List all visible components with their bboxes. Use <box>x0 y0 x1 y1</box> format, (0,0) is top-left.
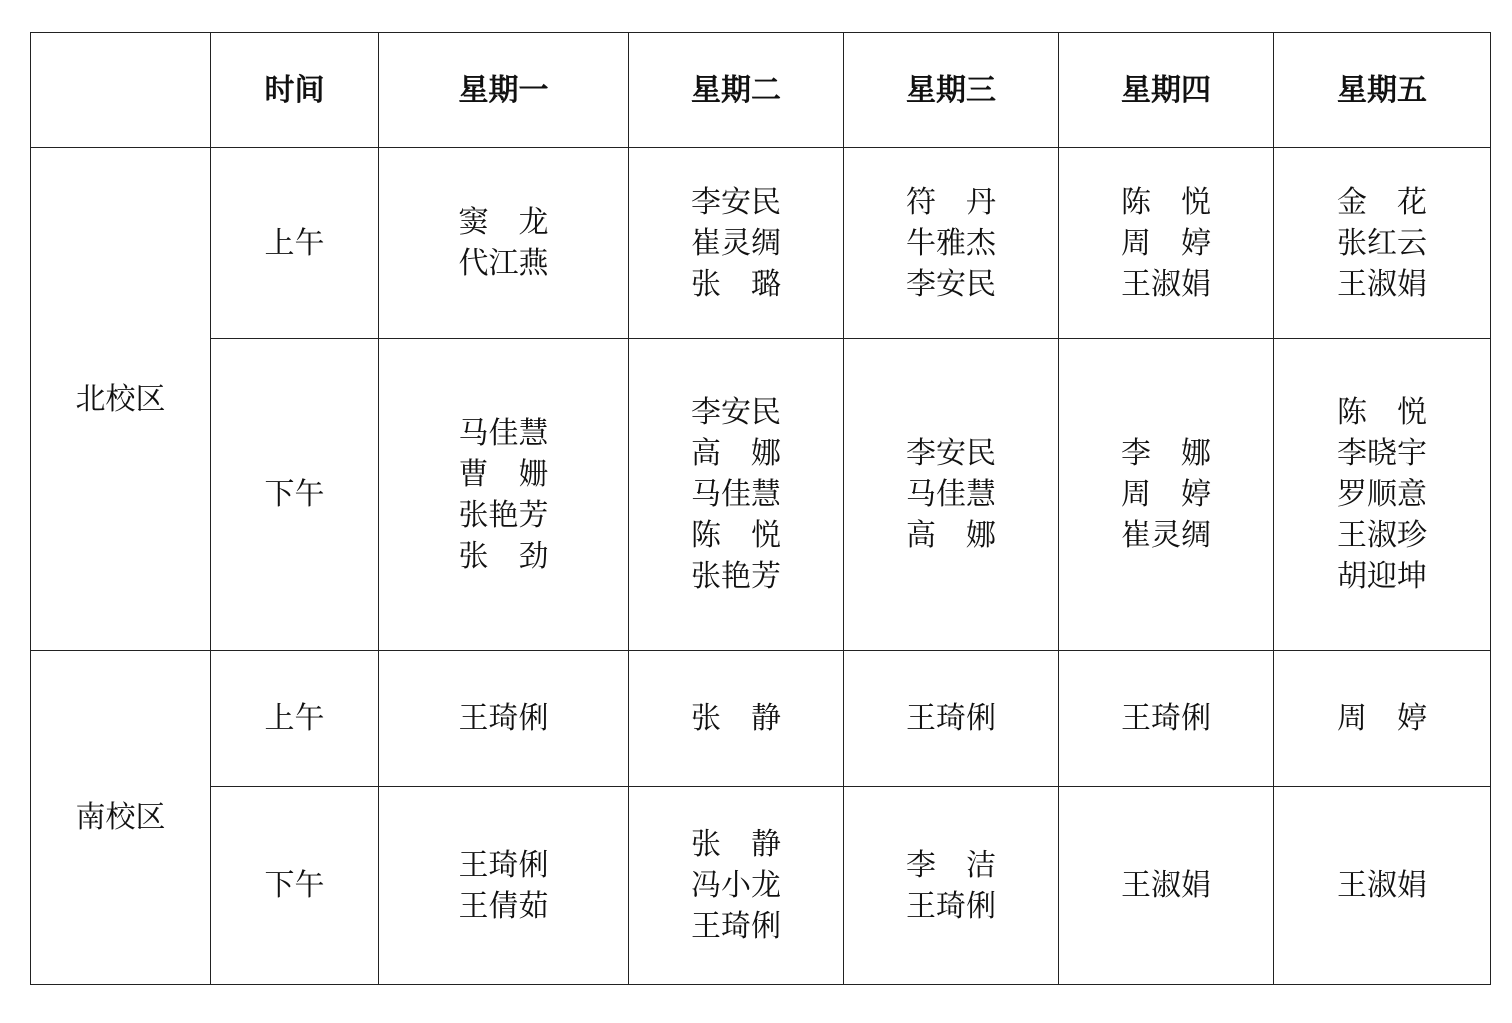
duty-cell <box>629 148 844 339</box>
staff-name: 周 婷 <box>1121 477 1211 512</box>
header-friday: 星期五 <box>1274 33 1491 148</box>
campus-north: 北校区 <box>31 148 211 651</box>
duty-cell <box>1274 339 1491 651</box>
staff-name: 牛雅杰 <box>906 225 996 261</box>
name-list <box>691 824 781 947</box>
staff-name: 符 丹 <box>906 184 996 220</box>
staff-name: 张 璐 <box>691 266 781 302</box>
name-list <box>906 845 996 927</box>
name-list <box>459 413 549 577</box>
header-time: 时间 <box>211 33 379 148</box>
staff-name: 胡迎坤 <box>1337 559 1427 594</box>
duty-cell <box>1059 651 1274 787</box>
header-row <box>31 33 1491 148</box>
name-list <box>1121 865 1211 906</box>
staff-name: 李安民 <box>906 266 996 302</box>
corner-cell <box>31 33 211 148</box>
staff-name: 李安民 <box>691 395 781 430</box>
name-list <box>459 698 549 739</box>
staff-name: 张艳芳 <box>458 497 549 533</box>
staff-name: 张红云 <box>1337 225 1427 261</box>
name-list <box>906 182 996 305</box>
duty-cell <box>379 787 629 985</box>
north-morning-row <box>31 148 1491 339</box>
name-list <box>691 698 781 739</box>
staff-name: 李 娜 <box>1121 436 1211 471</box>
duty-cell <box>844 339 1059 651</box>
staff-name: 陈 悦 <box>1337 395 1427 430</box>
session-label: 下午 <box>211 339 379 651</box>
session-label: 上午 <box>211 148 379 339</box>
name-list <box>1337 698 1427 739</box>
staff-name: 窦 龙 <box>458 205 549 240</box>
staff-name: 高 娜 <box>906 518 996 553</box>
duty-cell <box>1274 148 1491 339</box>
name-list <box>1337 182 1427 305</box>
duty-cell <box>1059 787 1274 985</box>
staff-name: 王琦俐 <box>691 909 781 944</box>
staff-name: 王琦俐 <box>906 701 996 736</box>
staff-name: 张艳芳 <box>691 559 781 594</box>
name-list <box>1337 392 1427 597</box>
staff-name: 李 洁 <box>906 847 996 883</box>
staff-name: 李安民 <box>906 436 996 471</box>
staff-name: 王淑娟 <box>1337 868 1427 903</box>
staff-name: 王淑娟 <box>1121 868 1211 903</box>
staff-name: 王琦俐 <box>458 847 549 883</box>
south-morning-row <box>31 651 1491 787</box>
duty-cell <box>379 148 629 339</box>
staff-name: 李晓宇 <box>1337 436 1427 471</box>
north-afternoon-row <box>31 339 1491 651</box>
duty-cell <box>1059 148 1274 339</box>
name-list <box>1121 433 1211 556</box>
duty-cell <box>1274 787 1491 985</box>
staff-name: 王淑珍 <box>1337 518 1427 553</box>
staff-name: 崔灵绸 <box>1121 518 1211 553</box>
name-list <box>459 202 549 284</box>
name-list <box>1337 865 1427 906</box>
staff-name: 罗顺意 <box>1337 477 1427 512</box>
staff-name: 马佳慧 <box>906 477 996 512</box>
name-list <box>1121 698 1211 739</box>
duty-cell <box>629 787 844 985</box>
name-list <box>459 845 549 927</box>
duty-cell <box>1059 339 1274 651</box>
staff-name: 张 静 <box>691 701 781 736</box>
header-monday: 星期一 <box>379 33 629 148</box>
duty-cell <box>379 339 629 651</box>
staff-name: 马佳慧 <box>458 415 549 451</box>
staff-name: 金 花 <box>1337 184 1427 220</box>
duty-cell <box>844 787 1059 985</box>
staff-name: 王琦俐 <box>458 701 549 736</box>
duty-cell <box>629 339 844 651</box>
staff-name: 周 婷 <box>1337 701 1427 736</box>
duty-cell <box>844 148 1059 339</box>
staff-name: 代江燕 <box>458 246 549 281</box>
name-list <box>691 392 781 597</box>
name-list <box>906 698 996 739</box>
staff-name: 陈 悦 <box>1121 184 1211 220</box>
duty-cell <box>844 651 1059 787</box>
staff-name: 王淑娟 <box>1337 266 1427 302</box>
staff-name: 张 劲 <box>458 538 549 574</box>
staff-name: 李安民 <box>691 184 781 220</box>
session-label: 上午 <box>211 651 379 787</box>
staff-name: 崔灵绸 <box>691 225 781 261</box>
staff-name: 王倩茹 <box>458 888 549 924</box>
header-wednesday: 星期三 <box>844 33 1059 148</box>
staff-name: 周 婷 <box>1121 225 1211 261</box>
south-afternoon-row <box>31 787 1491 985</box>
duty-cell <box>629 651 844 787</box>
staff-name: 王琦俐 <box>1121 701 1211 736</box>
staff-name: 王淑娟 <box>1121 266 1211 302</box>
staff-name: 张 静 <box>691 827 781 862</box>
campus-south: 南校区 <box>31 651 211 985</box>
staff-name: 曹 姗 <box>458 456 549 492</box>
staff-name: 陈 悦 <box>691 518 781 553</box>
staff-name: 高 娜 <box>691 436 781 471</box>
staff-name: 王琦俐 <box>906 888 996 924</box>
header-thursday: 星期四 <box>1059 33 1274 148</box>
header-tuesday: 星期二 <box>629 33 844 148</box>
staff-name: 马佳慧 <box>691 477 781 512</box>
name-list <box>1121 182 1211 305</box>
name-list <box>906 433 996 556</box>
duty-schedule-table <box>30 32 1491 985</box>
name-list <box>691 182 781 305</box>
session-label: 下午 <box>211 787 379 985</box>
duty-cell <box>1274 651 1491 787</box>
duty-cell <box>379 651 629 787</box>
staff-name: 冯小龙 <box>691 868 781 903</box>
